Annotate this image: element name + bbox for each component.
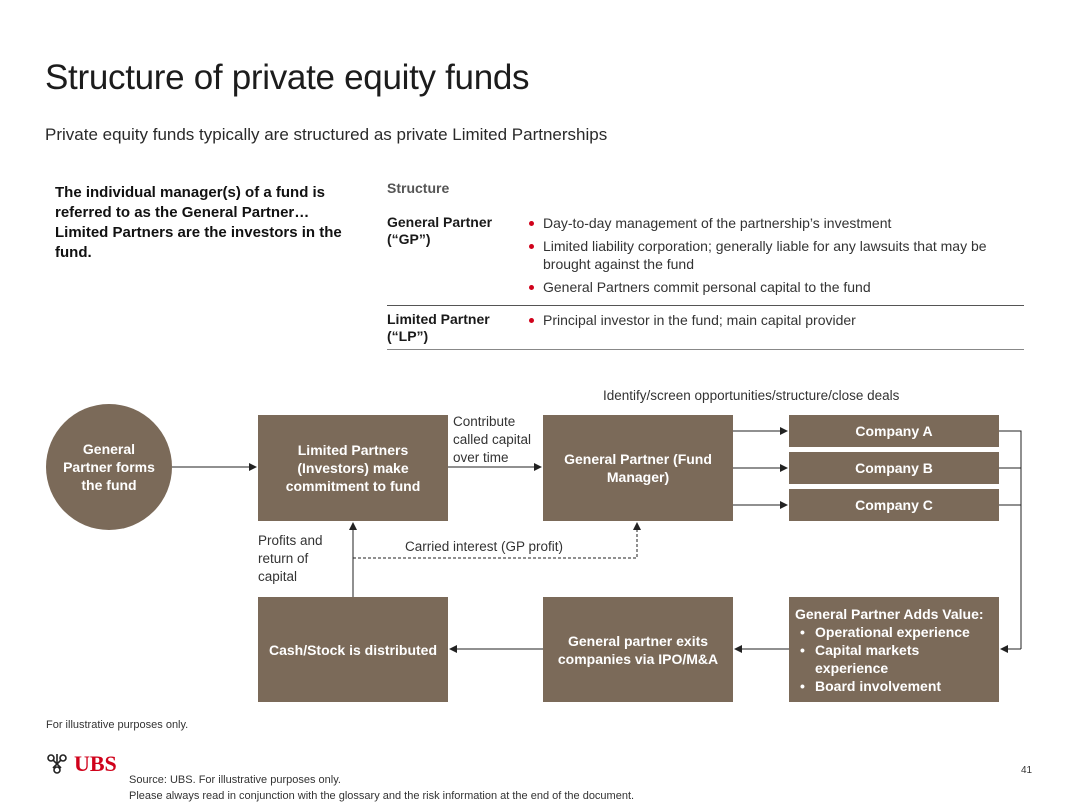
gp-forms-fund-circle: General Partner forms the fund [46, 404, 172, 530]
source-line-1: Source: UBS. For illustrative purposes only. [129, 774, 341, 786]
ubs-logo [44, 751, 117, 777]
gp-role: General Partner (“GP”) [387, 214, 493, 247]
company-a-box: Company A [789, 415, 999, 447]
identify-label: Identify/screen opportunities/structure/close deals [603, 388, 900, 403]
general-partner-box: General Partner (Fund Manager) [543, 415, 733, 521]
lp-role: Limited Partner (“LP”) [387, 311, 490, 344]
value-item: • Operational experience [795, 623, 993, 641]
illustrative-footnote: For illustrative purposes only. [46, 719, 189, 731]
value-heading: General Partner Adds Value: [795, 605, 984, 622]
gp-bullet: Day-to-day management of the partnership’s investment [527, 214, 1024, 232]
keys-icon [44, 751, 70, 777]
page-number: 41 [1021, 765, 1033, 776]
source-line-2: Please always read in conjunction with the glossary and the risk information at the end of the document. [129, 790, 635, 802]
gp-bullet: General Partners commit personal capital to the fund [527, 278, 1024, 296]
intro-text: The individual manager(s) of a fund is referred to as the General Partner… Limited Partners are the investors in the fund. [55, 184, 342, 261]
company-b-box: Company B [789, 452, 999, 484]
lp-bullet: Principal investor in the fund; main capital provider [527, 311, 1024, 329]
value-item: • Board involvement [795, 677, 993, 695]
company-c-box: Company C [789, 489, 999, 521]
profits-label: Profits and return of capital [258, 533, 323, 584]
gp-exits-box: General partner exits companies via IPO/M&A [543, 597, 733, 702]
cash-distributed-box: Cash/Stock is distributed [258, 597, 448, 702]
source-note [129, 772, 634, 804]
gp-bullet: Limited liability corporation; generally liable for any lawsuits that may be brought against the fund [527, 237, 1024, 273]
ubs-logo-text: UBS [74, 751, 117, 776]
page-subtitle: Private equity funds typically are structured as private Limited Partnerships [45, 125, 608, 144]
contribute-label: Contribute called capital over time [453, 414, 532, 465]
limited-partners-box: Limited Partners (Investors) make commitment to fund [258, 415, 448, 521]
value-item: • Capital markets experience [795, 641, 993, 677]
structure-heading: Structure [387, 180, 450, 196]
page-title: Structure of private equity funds [45, 58, 530, 97]
carried-interest-label: Carried interest (GP profit) [405, 539, 564, 554]
